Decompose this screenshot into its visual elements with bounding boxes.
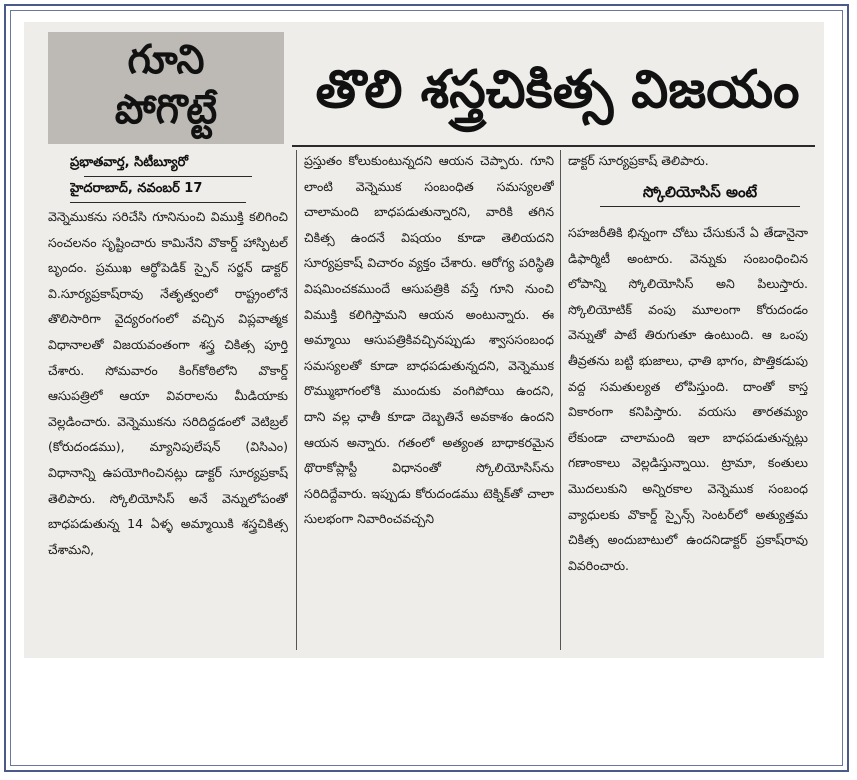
kicker-box <box>48 32 284 144</box>
kicker-line-1: గూని <box>127 37 205 83</box>
dateline-rule <box>70 202 246 203</box>
subheading-rule <box>600 206 800 207</box>
subheading: స్కోలియోసిస్ అంటే <box>642 183 758 201</box>
article-column-2: ప్రస్తుతం కోలుకుంటున్నదని ఆయన చెప్పారు. గూని లాంటి వెన్నెముక సంబంధిత సమస్యలతో చాలామంది బాధపడుతున్నారని, వారికి తగిన చికిత్స ఉందనే విషయం కూడా తెలియదని సూర్యప్రకాష్ విచారం వ్యక్తం చేశారు. ఆరోగ్య పరిస్థితి విషమించకముందే ఆసుపత్రికి వస్తే గూని నుంచి విముక్తి కలిగిస్తామని ఆయన అంటున్నారు. ఈ అమ్మాయి ఆసుపత్రికివచ్చినప్పుడు శ్వాససంబంధ సమస్యలతో కూడా బాధపడుతున్నదని, వెన్నెముక రొమ్ముభాగంలోకి ముందుకు వంగిపోయి ఉందని, దాని వల్ల ఛాతీ కూడా దెబ్బతినే అవకాశం ఉందని ఆయన అన్నారు. గతంలో అత్యంత బాధాకరమైన థొరాకోప్లాస్టీ విధానంతో స్కోలియోసిస్‌ను సరిదిద్దేవారు. ఇప్పుడు కోరుదండము టెక్నిక్‌తో చాలా సులభంగా నివారించవచ్చని <box>304 153 554 527</box>
column-divider-2 <box>560 150 561 650</box>
article-column-3-top: డాక్టర్ సూర్యప్రకాష్ తెలిపారు. <box>568 153 709 168</box>
article-column-1: వెన్నెముకను సరిచేసి గూనినుంచి విముక్తి కలిగించి సంచలనం సృష్టించారు కామినేని వొకార్డ్ హాస్పిటల్ బృందం. ప్రముఖ ఆర్థోపెడిక్ స్పైన్ సర్జన్ డాక్టర్ వి.సూర్యప్రకాష్‌రావు నేతృత్వంలో రాష్ట్రంలోనే తొలిసారిగా వైద్యరంగంలో వచ్చిన విప్లవాత్మక విధానాలతో విజయవంతంగా శస్త్ర చికిత్స పూర్తి చేశారు. సోమవారం కింగ్‌కోఠిలోని వొకార్డ్ ఆసుపత్రిలో ఆయా వివరాలను మీడియాకు వెల్లడించారు. వెన్నెముకను సరిదిద్దడంలో వెటిబ్రల్ (కోరుదండము), మ్యానిపులేషన్ (విసిఎం) విధానాన్ని ఉపయోగించినట్లు డాక్టర్ సూర్యప్రకాష్ తెలిపారు. స్కోలియోసిస్ అనే వెన్నులోపంతో బాధపడుతున్న 14 ఏళ్ళ అమ్మాయికి శస్త్రచికిత్స చేశామని, <box>48 209 288 557</box>
kicker-line-2: పోగొట్టే <box>114 87 218 133</box>
column-divider-1 <box>296 150 297 650</box>
byline-source: ప్రభాతవార్త, సిటీబ్యూరో <box>70 155 189 170</box>
headline-rule <box>292 145 815 147</box>
article-column-3: సహజరీతికి భిన్నంగా చోటు చేసుకునే ఏ తేడానైనా డిఫార్మిటీ అంటారు. వెన్నుకు సంబంధించిన లోపాన్ని స్కోలియోసిస్ అని పిలుస్తారు. స్కోలియోటిక్ వంపు మూలంగా కోరుదండం వెన్నుతో పాటే తిరుగుతూ ఉంటుంది. ఆ ఒంపు తీవ్రతను బట్టి భుజాలు, ఛాతి భాగం, పొత్తికడుపు వద్ద సమతుల్యత లోపిస్తుంది. దాంతో కాస్త వికారంగా కనిపిస్తారు. వయసు తారతమ్యం లేకుండా చాలామంది ఇలా బాధపడుతున్నట్లు గణాంకాలు వెల్లడిస్తున్నాయి. ట్రామా, కంతులు మొదలుకుని అన్నిరకాల వెన్నెముక సంబంధ వ్యాధులకు వొకార్డ్ స్పైన్స్ సెంటర్‌లో అత్యుత్తమ చికిత్స అందుబాటులో ఉందనిడాక్టర్ ప్రకాష్‌రావు వివరించారు. <box>568 225 808 573</box>
byline-rule <box>84 176 252 177</box>
byline-dateline: హైదరాబాద్, నవంబర్ 17 <box>70 181 203 196</box>
headline: తొలి శస్త్రచికిత్స విజయం <box>315 60 800 120</box>
